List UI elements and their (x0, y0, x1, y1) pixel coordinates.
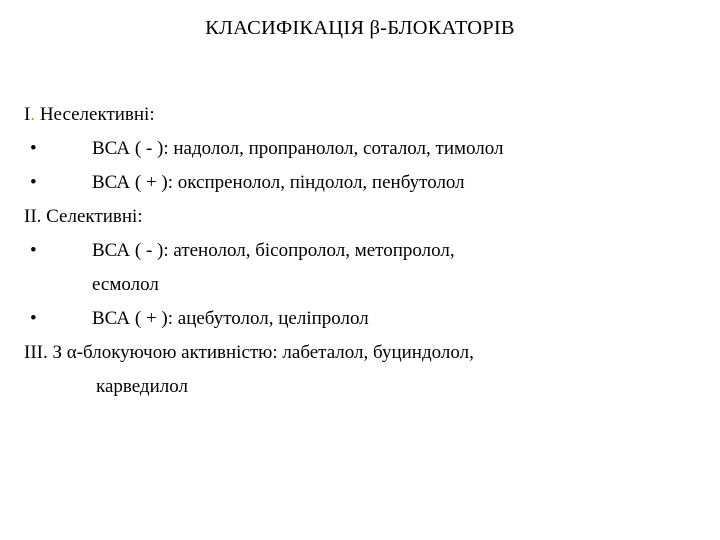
list-item (24, 234, 714, 268)
section-3-text-cont: карведилол (96, 376, 188, 397)
list-item-continuation (24, 268, 714, 302)
section-1-number: І (24, 104, 31, 125)
list-item (24, 166, 714, 200)
section-1-dot: . (30, 104, 36, 125)
section-2-heading: ІІ. Селективні: (24, 206, 143, 227)
section-1-heading (24, 98, 714, 132)
section-3-heading: ІІІ. З α-блокуючою активністю: лабеталол, буциндолол, (24, 342, 474, 363)
list-item (24, 132, 714, 166)
classification-list (24, 98, 714, 404)
bullet-icon: • (30, 172, 37, 193)
list-item (24, 302, 714, 336)
list-item-text-cont: есмолол (92, 274, 159, 295)
section-3-continuation (24, 370, 714, 404)
list-item-text: ВСА ( + ): ацебутолол, целіпролол (92, 308, 369, 329)
section-1-label: Неселективні: (35, 104, 155, 125)
list-item-text: ВСА ( + ): окспренолол, піндолол, пенбутолол (92, 172, 465, 193)
list-item-text: ВСА ( - ): надолол, пропранолол, соталол, тимолол (92, 138, 504, 159)
bullet-icon: • (30, 308, 37, 329)
bullet-icon: • (30, 138, 37, 159)
slide-title: КЛАСИФІКАЦІЯ β-БЛОКАТОРІВ (205, 17, 515, 39)
bullet-icon: • (30, 240, 37, 261)
list-item-text: ВСА ( - ): атенолол, бісопролол, метопролол, (92, 240, 455, 261)
